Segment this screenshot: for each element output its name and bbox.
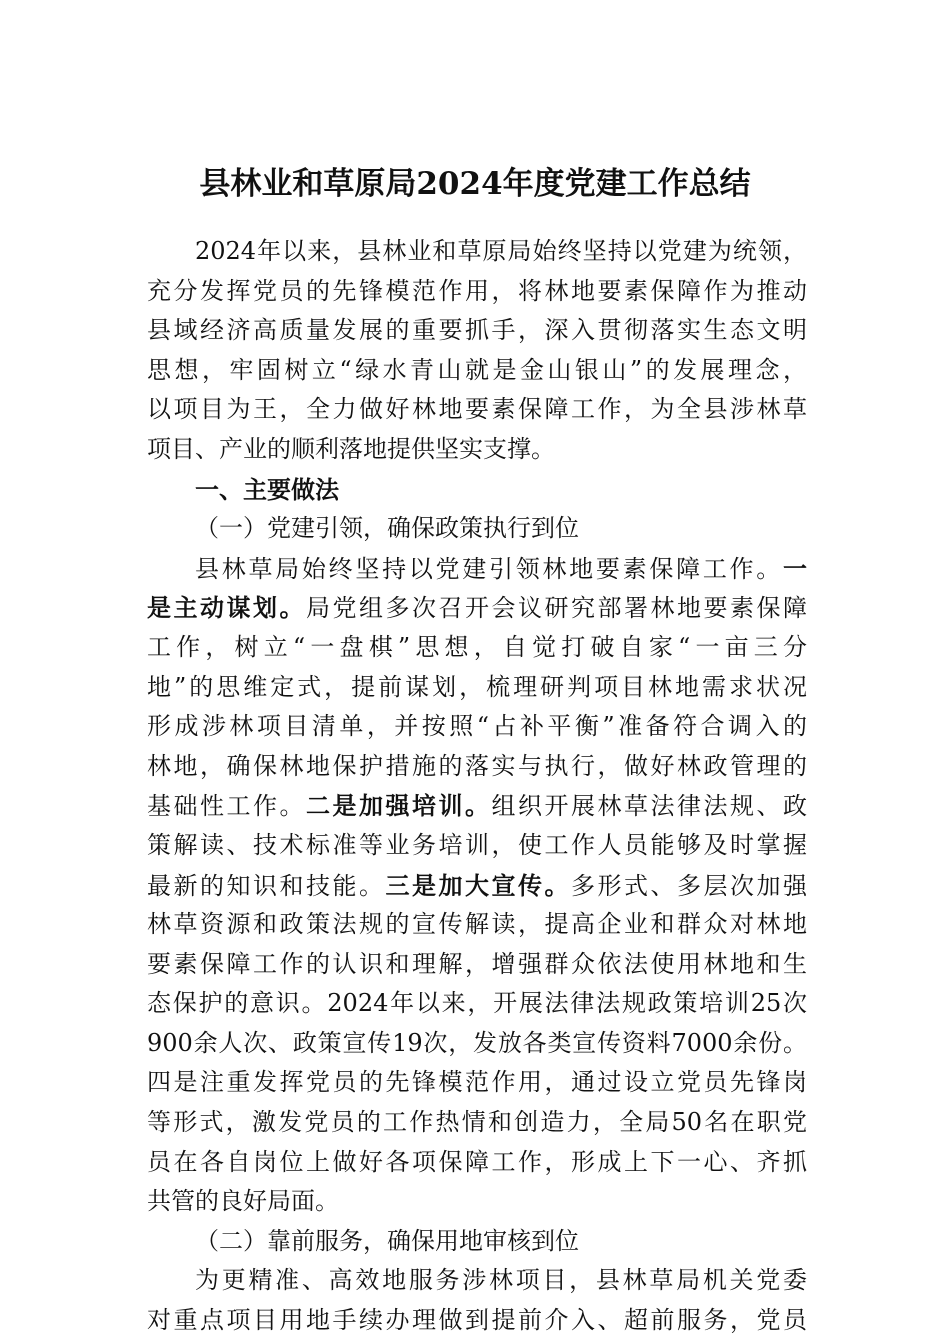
text-line <box>147 1143 807 1183</box>
text-segment: 组织开展林草法律法规、政 <box>491 792 807 821</box>
text-line <box>147 1103 807 1143</box>
text-segment: 项目、产业的顺利落地提供坚实支撑。 <box>147 434 555 463</box>
document-title: 县林业和草原局2024年度党建工作总结 <box>199 166 751 202</box>
text-line <box>147 549 807 589</box>
bold-text-segment: 二是加强培训。 <box>306 791 492 821</box>
text-segment: （二）靠前服务，确保用地审核到位 <box>195 1226 579 1255</box>
text-line <box>147 272 807 312</box>
text-segment: 要素保障工作的认识和理解，增强群众依法使用林地和生 <box>147 949 807 978</box>
section-heading <box>147 470 807 510</box>
text-segment: 共管的良好局面。 <box>147 1187 339 1216</box>
text-segment: 林草资源和政策法规的宣传解读，提高企业和群众对林地 <box>147 910 807 939</box>
text-line <box>147 1024 807 1064</box>
text-line <box>147 588 807 628</box>
text-segment: 林地，确保林地保护措施的落实与执行，做好林政管理的 <box>147 751 807 780</box>
text-segment: 2024年以来，县林业和草原局始终坚持以党建为统领， <box>195 237 807 265</box>
text-line <box>147 826 807 866</box>
text-line <box>147 430 807 470</box>
text-segment: 策解读、技术标准等业务培训，使工作人员能够及时掌握 <box>147 830 807 859</box>
text-segment: （一）党建引领，确保政策执行到位 <box>195 514 579 543</box>
text-line <box>147 311 807 351</box>
text-line <box>147 984 807 1024</box>
text-line <box>147 1301 807 1341</box>
text-line <box>147 1063 807 1103</box>
text-line <box>147 351 807 391</box>
text-segment: 等形式，激发党员的工作热情和创造力，全局50名在职党 <box>147 1108 807 1137</box>
text-line <box>147 390 807 430</box>
text-segment: 对重点项目用地手续办理做到提前介入、超前服务，党员 <box>147 1306 807 1335</box>
text-line <box>147 232 807 272</box>
text-segment: 四是注重发挥党员的先锋模范作用，通过设立党员先锋岗 <box>147 1068 807 1097</box>
text-segment: 形成涉林项目清单，并按照“占补平衡”准备符合调入的 <box>147 712 807 741</box>
text-line <box>147 905 807 945</box>
subsection-heading <box>147 509 807 549</box>
text-segment: 思想，牢固树立“绿水青山就是金山银山”的发展理念， <box>147 355 807 384</box>
document-body <box>147 232 807 1341</box>
text-segment: 地”的思维定式，提前谋划，梳理研判项目林地需求状况 <box>147 672 807 701</box>
text-segment: 基础性工作。 <box>147 792 306 821</box>
subsection-heading <box>147 1222 807 1262</box>
text-segment: 县林草局始终坚持以党建引领林地要素保障工作。 <box>195 554 783 583</box>
text-segment: 工作，树立“一盘棋”思想，自觉打破自家“一亩三分 <box>147 632 807 661</box>
text-segment: 为更精准、高效地服务涉林项目，县林草局机关党委 <box>195 1266 807 1295</box>
text-line <box>147 747 807 787</box>
text-segment: 县域经济高质量发展的重要抓手，深入贯彻落实生态文明 <box>147 316 807 345</box>
text-segment: 多形式、多层次加强 <box>571 871 807 900</box>
text-line <box>147 786 807 826</box>
text-segment: 最新的知识和技能。 <box>147 871 386 900</box>
text-segment: 900余人次、政策宣传19次，发放各类宣传资料7000余份。 <box>147 1028 807 1057</box>
text-segment: 态保护的意识。2024年以来，开展法律法规政策培训25次 <box>147 989 807 1018</box>
text-line <box>147 945 807 985</box>
text-segment: 以项目为王，全力做好林地要素保障工作，为全县涉林草 <box>147 395 807 424</box>
bold-text-segment: 是主动谋划。 <box>147 593 306 623</box>
bold-text-segment: 一 <box>783 553 807 583</box>
text-line <box>147 1261 807 1301</box>
text-segment: 员在各自岗位上做好各项保障工作，形成上下一心、齐抓 <box>147 1147 807 1176</box>
bold-text-segment: 三是加大宣传。 <box>385 870 571 900</box>
text-line <box>147 866 807 906</box>
bold-text-segment: 一、主要做法 <box>195 474 339 504</box>
text-segment: 局党组多次召开会议研究部署林地要素保障 <box>306 594 807 623</box>
text-line <box>147 707 807 747</box>
text-segment: 充分发挥党员的先锋模范作用，将林地要素保障作为推动 <box>147 276 807 305</box>
text-line <box>147 628 807 668</box>
text-line <box>147 668 807 708</box>
text-line <box>147 1182 807 1222</box>
